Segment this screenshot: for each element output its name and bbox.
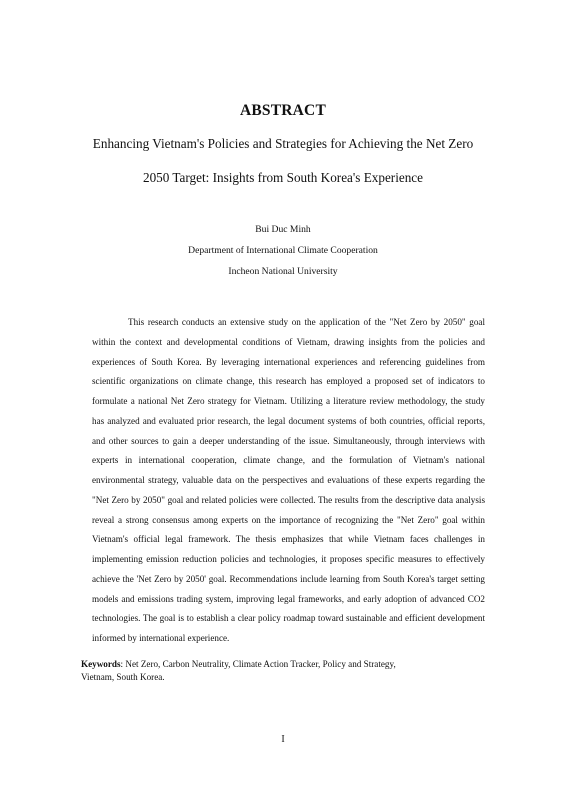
author-university: Incheon National University	[228, 266, 338, 277]
keywords-line-1: Net Zero, Carbon Neutrality, Climate Action Tracker, Policy and Strategy,	[125, 659, 396, 669]
keywords-label: Keywords	[81, 659, 121, 669]
author-department: Department of International Climate Cooperation	[188, 245, 378, 256]
abstract-body: This research conducts an extensive study on the application of the "Net Zero by 2050" goal within the context and developmental conditions of Vietnam, drawing insights from the policies and experiences of South Korea. By leveraging international experiences and referencing guidelines from scientific organizations on climate change, this research has employed a proposed set of indicators to formulate a national Net Zero strategy for Vietnam. Utilizing a literature review methodology, the study has analyzed and evaluated prior research, the legal document systems of both countries, official reports, and other sources to gain a deeper understanding of the issue. Simultaneously, through interviews with experts in international cooperation, climate change, and the formulation of Vietnam's national environmental strategy, valuable data on the perspectives and evaluations of these experts regarding the "Net Zero by 2050" goal and related policies were collected. The results from the descriptive data analysis reveal a strong consensus among experts on the importance of recognizing the "Net Zero" goal within Vietnam's official legal framework. The thesis emphasizes that while Vietnam faces challenges in implementing emission reduction policies and technologies, it proposes specific measures to effectively achieve the 'Net Zero by 2050' goal. Recommendations include learning from South Korea's target setting models and emissions trading system, improving legal frameworks, and early adoption of advanced CO2 technologies. The goal is to establish a clear policy roadmap toward sustainable and efficient development informed by international experience.	[92, 317, 485, 643]
keywords-section	[81, 658, 481, 683]
author-name: Bui Duc Minh	[255, 224, 311, 235]
abstract-heading: ABSTRACT	[239, 102, 326, 119]
thesis-title-line-1: Enhancing Vietnam's Policies and Strategies for Achieving the Net Zero	[92, 136, 474, 151]
page-number: I	[281, 734, 285, 745]
keywords-line-2: Vietnam, South Korea.	[81, 671, 165, 682]
thesis-title-line-2: 2050 Target: Insights from South Korea's Experience	[142, 170, 424, 185]
keywords-separator: :	[120, 659, 126, 669]
